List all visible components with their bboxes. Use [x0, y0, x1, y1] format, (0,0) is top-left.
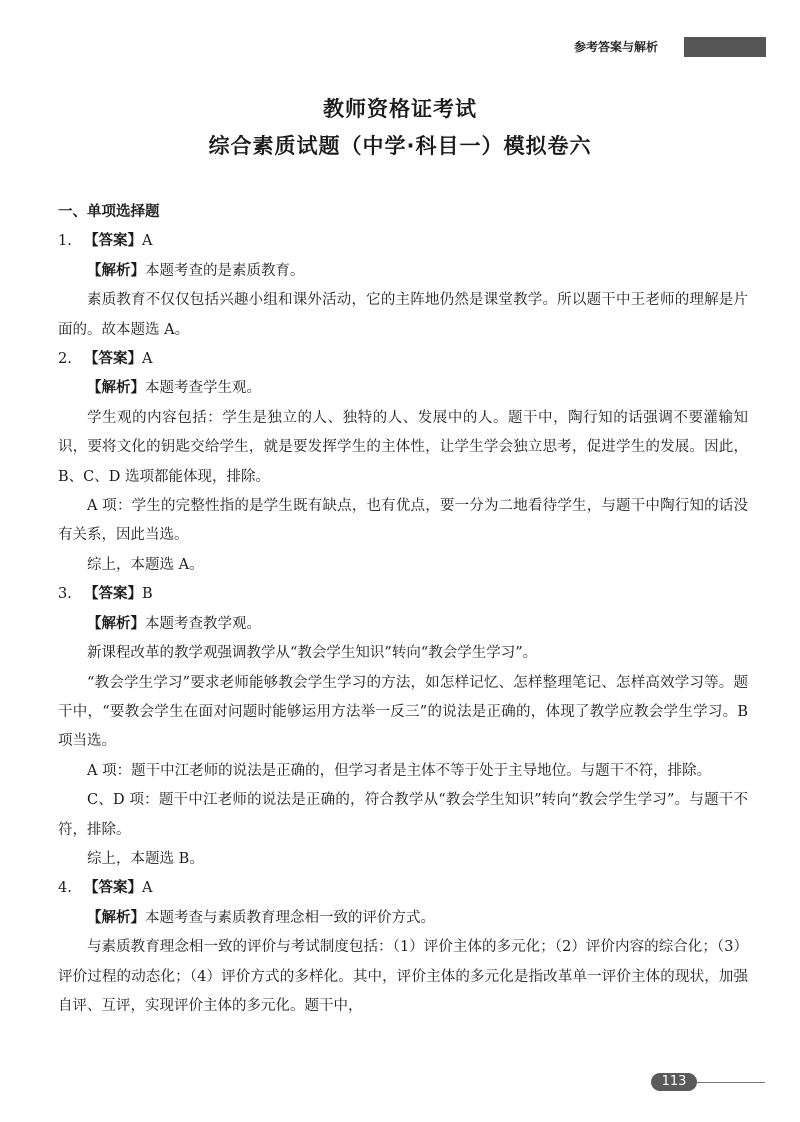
running-header-label: 参考答案与解析: [574, 40, 659, 54]
analysis-label: 【解析】: [87, 380, 145, 397]
question-number: 1.: [58, 233, 72, 250]
page-title-line1: 教师资格证考试: [323, 97, 477, 121]
question-4-analysis: [58, 904, 748, 933]
analysis-label: 【解析】: [87, 615, 145, 632]
question-number: 2.: [58, 351, 72, 368]
question-1-answer: [58, 227, 748, 256]
question-2-paragraph: 学生观的内容包括：学生是独立的人、独特的人、发展中的人。题干中，陶行知的话强调不要灌输知识，要将文化的钥匙交给学生，就是要发挥学生的主体性，让学生学会独立思考，促进学生的发展。因此，B、C、D 选项都能体现，排除。: [58, 409, 748, 485]
question-3-paragraph: “教会学生学习”要求老师能够教会学生学习的方法，如怎样记忆、怎样整理笔记、怎样高效学习等。题干中，“要教会学生在面对问题时能够运用方法举一反三”的说法是正确的，体现了教学应教会学生学习。B 项当选。: [58, 674, 748, 750]
question-1-paragraph: 素质教育不仅仅包括兴趣小组和课外活动，它的主阵地仍然是课堂教学。所以题干中王老师的理解是片面的。故本题选 A。: [58, 292, 748, 338]
question-3-answer: [58, 580, 748, 609]
answer-value: A: [142, 880, 153, 897]
answer-label: 【答案】: [84, 233, 142, 250]
answer-value: B: [142, 586, 153, 603]
analysis-text: 本题考查的是素质教育。: [145, 262, 305, 279]
answer-content: [58, 198, 748, 1021]
answer-value: A: [142, 233, 153, 250]
question-2-paragraph: 综上，本题选 A。: [87, 556, 204, 573]
answer-label: 【答案】: [84, 880, 142, 897]
question-2-analysis: [58, 374, 748, 403]
analysis-text: 本题考查与素质教育理念相一致的评价方式。: [145, 909, 435, 926]
question-4-answer: [58, 874, 748, 903]
question-number: 4.: [58, 880, 72, 897]
answer-label: 【答案】: [84, 586, 142, 603]
answer-value: A: [142, 351, 153, 368]
question-3-paragraph: A 项：题干中江老师的说法是正确的，但学习者是主体不等于处于主导地位。与题干不符，排除。: [87, 762, 712, 779]
page-title-line2: 综合素质试题（中学·科目一）模拟卷六: [208, 134, 592, 158]
section-heading: 一、单项选择题: [58, 204, 160, 220]
running-header-bar: [684, 37, 766, 57]
analysis-text: 本题考查学生观。: [145, 380, 261, 397]
analysis-label: 【解析】: [87, 909, 145, 926]
question-3-paragraph: 综上，本题选 B。: [87, 850, 204, 867]
question-2-answer: [58, 345, 748, 374]
question-3-analysis: [58, 610, 748, 639]
answer-label: 【答案】: [84, 351, 142, 368]
analysis-text: 本题考查教学观。: [145, 615, 261, 632]
page-number: 113: [651, 1073, 697, 1091]
footer-rule: [697, 1082, 765, 1083]
question-3-paragraph: 新课程改革的教学观强调教学从“教会学生知识”转向“教会学生学习”。: [87, 645, 538, 662]
question-1-analysis: [58, 257, 748, 286]
question-2-paragraph: A 项：学生的完整性指的是学生既有缺点，也有优点，要一分为二地看待学生，与题干中陶行知的话没有关系，因此当选。: [58, 498, 748, 544]
question-number: 3.: [58, 586, 72, 603]
question-4-paragraph: 与素质教育理念相一致的评价与考试制度包括：（1）评价主体的多元化；（2）评价内容的综合化；（3）评价过程的动态化；（4）评价方式的多样化。其中，评价主体的多元化是指改革单一评价主体的现状，加强自评、互评，实现评价主体的多元化。题干中，: [58, 939, 748, 1014]
question-3-paragraph: C、D 项：题干中江老师的说法是正确的，符合教学从“教会学生知识”转向“教会学生学习”。与题干不符，排除。: [58, 792, 748, 838]
analysis-label: 【解析】: [87, 262, 145, 279]
